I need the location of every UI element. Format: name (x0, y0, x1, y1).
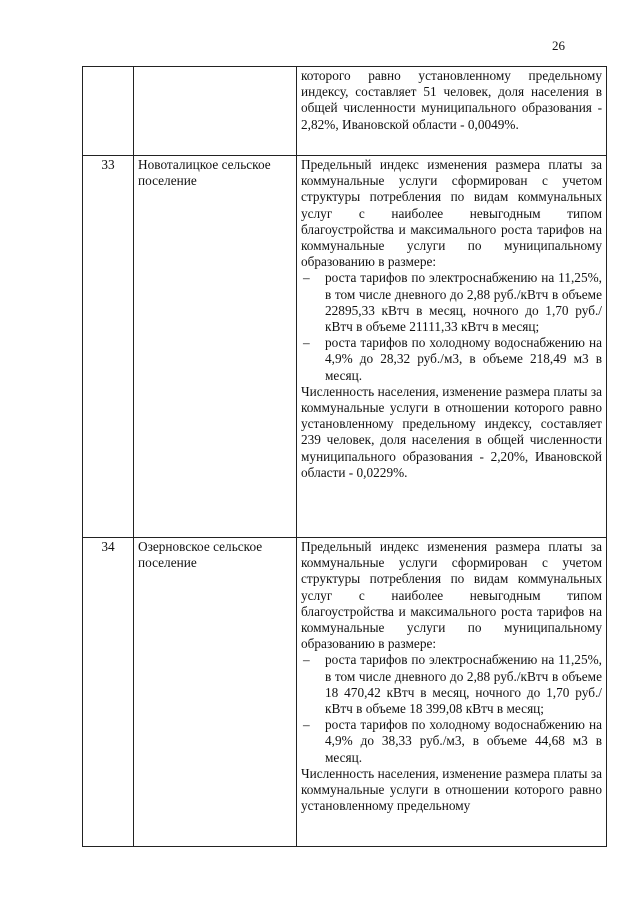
tariff-table (82, 66, 607, 847)
table-row-33 (83, 156, 607, 538)
list-item-text: роста тарифов по электроснабжению на 11,25%, в том числе дневного до 2,88 руб./кВтч в объеме 22895,33 кВтч в месяц, ночного до 1,70 руб./кВтч в объеме 21111,33 кВтч в месяц; (325, 270, 602, 335)
municipality-name-cell: Озерновское сельское поселение (134, 538, 297, 847)
list-item (301, 652, 602, 717)
population-paragraph: Численность населения, изменение размера платы за коммунальные услуги в отношении которого равно установленному предельному (301, 765, 602, 814)
tariff-list (301, 652, 602, 765)
description-cell (297, 156, 607, 538)
intro-paragraph: Предельный индекс изменения размера платы за коммунальные услуги сформирован с учетом структуры потребления по видам коммунальных услуг с наиболее невыгодным типом благоустройства и максимального роста тарифов на коммунальные услуги по муниципальному образованию в размере: (301, 157, 602, 270)
list-item-text: роста тарифов по электроснабжению на 11,25%, в том числе дневного до 2,88 руб./кВтч в объеме 18 470,42 кВтч в месяц, ночного до 1,70 руб./кВтч в объеме 18 399,08 кВтч в месяц; (325, 652, 602, 717)
row-number-cell (83, 67, 134, 156)
population-paragraph: которого равно установленному предельному индексу, составляет 51 человек, доля населения в общей численности муниципального образования - 2,82%, Ивановской области - 0,0049%. (301, 68, 602, 132)
row-number-cell: 34 (83, 538, 134, 847)
list-item (301, 335, 602, 384)
municipality-name-cell: Новоталицкое сельское поселение (134, 156, 297, 538)
intro-paragraph: Предельный индекс изменения размера платы за коммунальные услуги сформирован с учетом структуры потребления по видам коммунальных услуг с наиболее невыгодным типом благоустройства и максимального роста тарифов на коммунальные услуги по муниципальному образованию в размере: (301, 539, 602, 652)
page-number: 26 (552, 38, 565, 53)
description-cell (297, 538, 607, 847)
description-cell (297, 67, 607, 156)
list-item-text: роста тарифов по холодному водоснабжению на 4,9% до 38,33 руб./м3, в объеме 44,68 м3 в месяц. (325, 717, 602, 765)
tariff-list (301, 270, 602, 383)
list-item-text: роста тарифов по холодному водоснабжению на 4,9% до 28,32 руб./м3, в объеме 218,49 м3 в месяц. (325, 335, 602, 383)
row-number-cell: 33 (83, 156, 134, 538)
dash-bullet: – (303, 270, 310, 286)
dash-bullet: – (303, 652, 310, 668)
table-row-continued (83, 67, 607, 156)
table-row-34 (83, 538, 607, 847)
municipality-name-cell (134, 67, 297, 156)
list-item (301, 717, 602, 766)
population-paragraph: Численность населения, изменение размера платы за коммунальные услуги в отношении которого равно установленному предельному индексу, составляет 239 человек, доля населения в общей численности муниципального образования - 2,20%, Ивановской области - 0,0229%. (301, 383, 602, 480)
list-item (301, 270, 602, 335)
dash-bullet: – (303, 717, 310, 733)
dash-bullet: – (303, 335, 310, 351)
